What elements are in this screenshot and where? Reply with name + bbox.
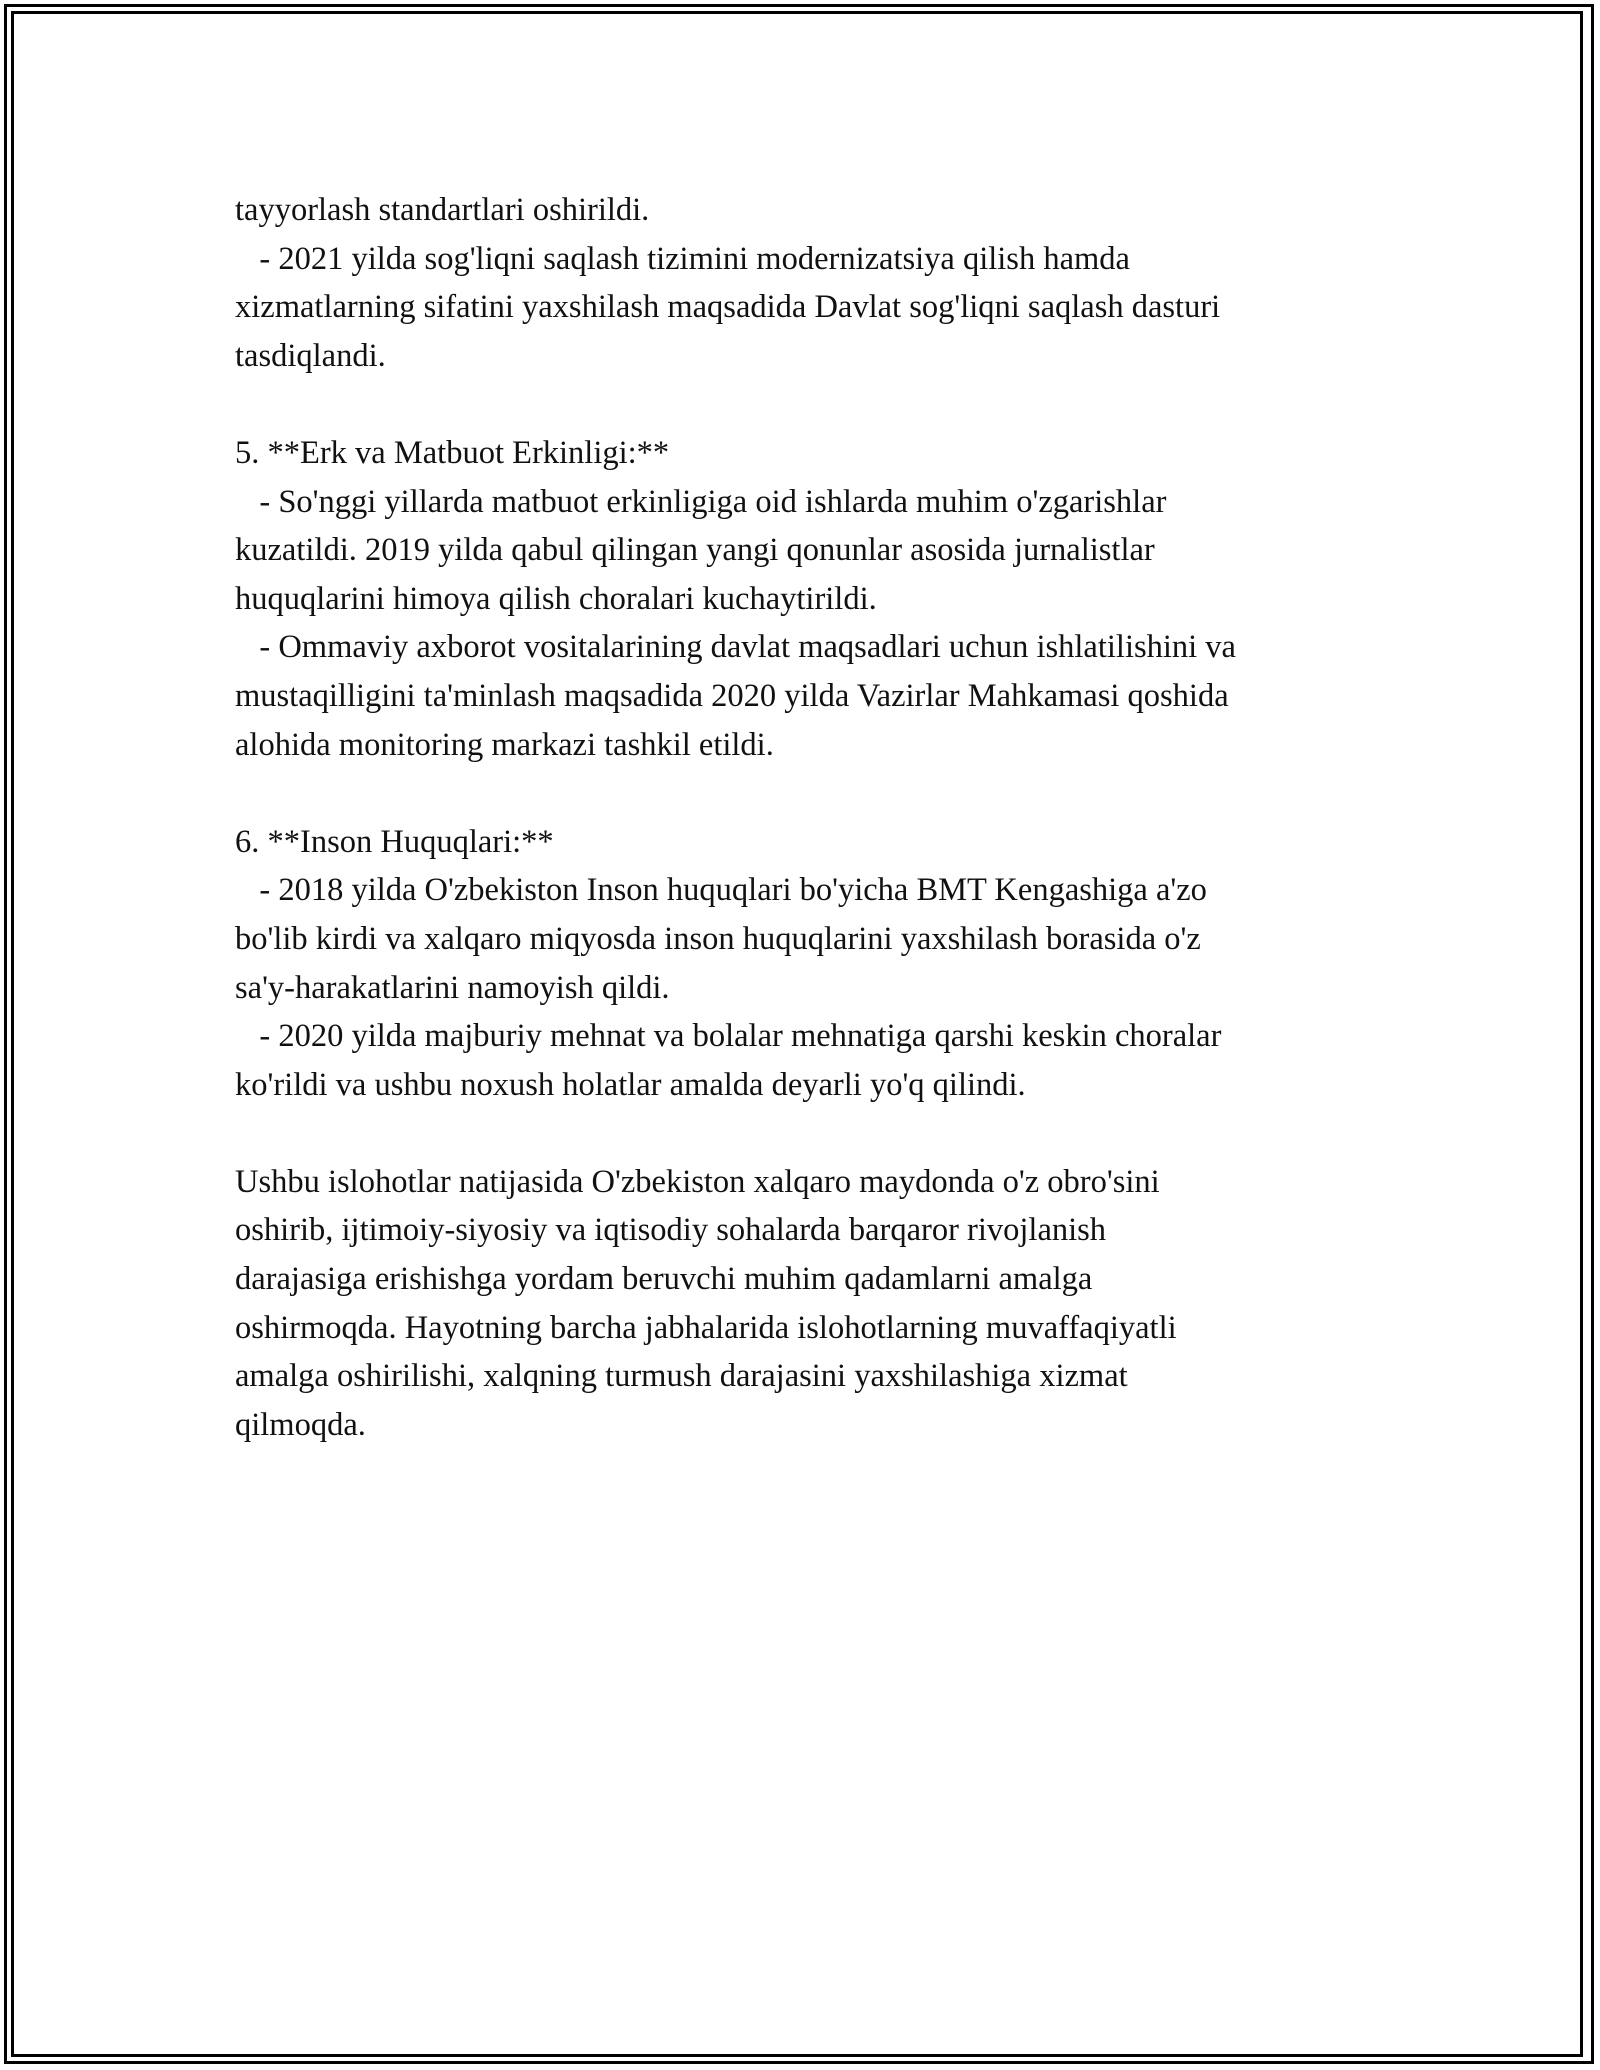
text-line: amalga oshirilishi, xalqning turmush darajasini yaxshilashiga xizmat [235,1358,1128,1395]
text-line: mustaqilligini ta'minlash maqsadida 2020 yilda Vazirlar Mahkamasi qoshida [235,677,1229,714]
paragraph-conclusion [235,1158,1385,1450]
text-line: - 2018 yilda O'zbekiston Inson huquqlari bo'yicha BMT Kengashiga a'zo [235,872,1207,909]
text-line: oshirmoqda. Hayotning barcha jabhalarida islohotlarning muvaffaqiyatli [235,1309,1177,1346]
text-line: ko'rildi va ushbu noxush holatlar amalda deyarli yo'q qilindi. [235,1066,1026,1103]
text-line: - Ommaviy axborot vositalarining davlat maqsadlari uchun ishlatilishini va [235,629,1236,666]
section-human-rights [235,818,1385,1110]
text-line: Ushbu islohotlar natijasida O'zbekiston xalqaro maydonda o'z obro'sini [235,1163,1160,1200]
text-line: bo'lib kirdi va xalqaro miqyosda inson huquqlarini yaxshilash borasida o'z [235,920,1201,957]
text-line: - So'nggi yillarda matbuot erkinligiga oid ishlarda muhim o'zgarishlar [235,483,1167,520]
document-body [235,186,1385,1449]
text-line: tasdiqlandi. [235,337,386,374]
paragraph-spacer [235,380,1385,429]
text-line: - 2021 yilda sog'liqni saqlash tizimini modernizatsiya qilish hamda [235,240,1130,277]
text-line: darajasiga erishishga yordam beruvchi muhim qadamlarni amalga [235,1261,1093,1298]
text-line: - 2020 yilda majburiy mehnat va bolalar mehnatiga qarshi keskin choralar [235,1018,1222,1055]
section-heading: 5. **Erk va Matbuot Erkinligi:** [235,434,670,471]
text-line: xizmatlarning sifatini yaxshilash maqsadida Davlat sog'liqni saqlash dasturi [235,289,1221,326]
paragraph-spacer [235,1109,1385,1158]
section-heading: 6. **Inson Huquqlari:** [235,823,554,860]
text-line: sa'y-harakatlarini namoyish qildi. [235,969,670,1006]
text-line: qilmoqda. [235,1406,366,1443]
section-press-freedom [235,429,1385,769]
text-line: oshirib, ijtimoiy-siyosiy va iqtisodiy sohalarda barqaror rivojlanish [235,1212,1107,1249]
text-line: huquqlarini himoya qilish choralari kuchaytirildi. [235,580,877,617]
text-line: alohida monitoring markazi tashkil etildi. [235,726,774,763]
text-line: tayyorlash standartlari oshirildi. [235,192,650,228]
paragraph-spacer [235,769,1385,818]
text-line: kuzatildi. 2019 yilda qabul qilingan yangi qonunlar asosida jurnalistlar [235,532,1155,569]
paragraph-healthcare-continued [235,186,1385,380]
